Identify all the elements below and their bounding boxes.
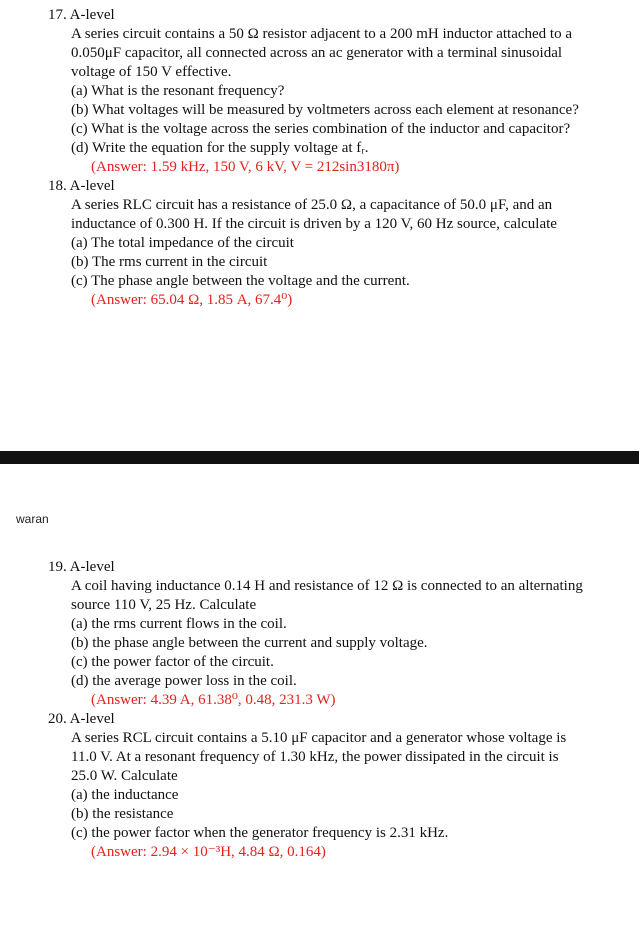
question-17-line-1: A series circuit contains a 50 Ω resistor adjacent to a 200 mH inductor attached to a <box>71 26 572 42</box>
question-19-answer: (Answer: 4.39 A, 61.38⁰, 0.48, 231.3 W) <box>91 692 336 708</box>
question-19-part-a: (a) the rms current flows in the coil. <box>71 616 287 632</box>
footer-label: waran <box>16 512 49 526</box>
question-19-part-c: (c) the power factor of the circuit. <box>71 654 274 670</box>
question-20-number: 20. A-level <box>48 711 115 727</box>
question-20 <box>48 710 566 862</box>
question-17-part-c: (c) What is the voltage across the series combination of the inductor and capacitor? <box>71 121 571 137</box>
question-19-number: 19. A-level <box>48 559 115 575</box>
question-17-part-a: (a) What is the resonant frequency? <box>71 83 285 99</box>
question-20-part-b: (b) the resistance <box>71 806 174 822</box>
question-19 <box>48 558 583 710</box>
question-17-part-d: (d) Write the equation for the supply voltage at fᵣ. <box>71 140 369 156</box>
question-20-line-1: A series RCL circuit contains a 5.10 μF capacitor and a generator whose voltage is <box>71 730 567 746</box>
page-divider <box>0 451 639 464</box>
question-18-answer: (Answer: 65.04 Ω, 1.85 A, 67.4⁰) <box>91 292 293 308</box>
question-17-line-3: voltage of 150 V effective. <box>71 64 232 80</box>
question-18-line-1: A series RLC circuit has a resistance of 25.0 Ω, a capacitance of 50.0 μF, and an <box>71 197 553 213</box>
question-18-line-2: inductance of 0.300 H. If the circuit is driven by a 120 V, 60 Hz source, calculate <box>71 216 557 232</box>
question-20-line-2: 11.0 V. At a resonant frequency of 1.30 kHz, the power dissipated in the circuit is <box>71 749 559 765</box>
question-17-line-2: 0.050μF capacitor, all connected across an ac generator with a terminal sinusoidal <box>71 45 563 61</box>
question-20-line-3: 25.0 W. Calculate <box>71 768 178 784</box>
question-18-part-a: (a) The total impedance of the circuit <box>71 235 294 251</box>
question-18 <box>48 177 557 310</box>
question-17-number: 17. A-level <box>48 7 115 23</box>
question-17-answer: (Answer: 1.59 kHz, 150 V, 6 kV, V = 212sin3180π) <box>91 159 400 175</box>
question-17 <box>48 6 579 177</box>
question-18-number: 18. A-level <box>48 178 115 194</box>
question-19-part-b: (b) the phase angle between the current and supply voltage. <box>71 635 428 651</box>
question-20-part-c: (c) the power factor when the generator frequency is 2.31 kHz. <box>71 825 449 841</box>
question-19-line-2: source 110 V, 25 Hz. Calculate <box>71 597 257 613</box>
question-18-part-b: (b) The rms current in the circuit <box>71 254 268 270</box>
question-19-part-d: (d) the average power loss in the coil. <box>71 673 297 689</box>
question-17-part-b: (b) What voltages will be measured by voltmeters across each element at resonance? <box>71 102 579 118</box>
question-20-part-a: (a) the inductance <box>71 787 179 803</box>
question-20-answer: (Answer: 2.94 × 10⁻³H, 4.84 Ω, 0.164) <box>91 844 326 860</box>
question-18-part-c: (c) The phase angle between the voltage and the current. <box>71 273 410 289</box>
question-19-line-1: A coil having inductance 0.14 H and resistance of 12 Ω is connected to an alternating <box>71 578 583 594</box>
